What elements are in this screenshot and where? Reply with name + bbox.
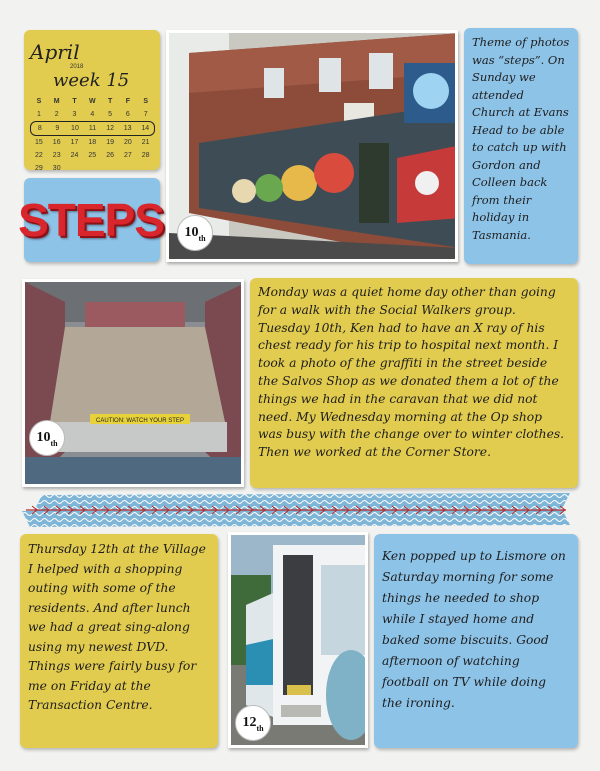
decorative-ribbon	[22, 493, 570, 527]
calendar-day-header: S	[36, 98, 42, 105]
sunday-journal-text: Theme of photos was “steps”. On Sunday we attended Church at Evans Head to be able to catch up with Gordon and Colleen back from their holiday in Tasmania.	[472, 35, 570, 242]
thursday-journal-text: Thursday 12th at the Village I helped with a shopping outing with some of the residents. And after lunch we had a great sing-along using my newest DVD. Things were fairly busy for me on Friday at the Transaction Centre.	[28, 542, 206, 712]
calendar-day-header: T	[72, 98, 77, 105]
calendar-day: 10	[71, 125, 79, 132]
calendar-year: 2018	[70, 64, 84, 70]
calendar-day: 24	[70, 152, 79, 159]
saturday-journal-text: Ken popped up to Lismore on Saturday morning for some things he needed to shop while I stayed home and baked some biscuits. Good afternoon of watching football on TV while doing the ironing.	[382, 549, 566, 710]
calendar-day-header: S	[143, 98, 149, 105]
photo-date-badge: 12 $_{th}$	[235, 705, 271, 741]
calendar-day-header: T	[107, 98, 113, 105]
calendar-week-row	[30, 136, 155, 149]
calendar-day: 17	[70, 139, 79, 146]
photo-date-badge: 10 $_{th}$	[177, 215, 213, 251]
calendar-day: 30	[52, 165, 61, 172]
caution-sign-text: CAUTION: WATCH YOUR STEP	[96, 418, 184, 424]
calendar-day: 3	[72, 111, 77, 118]
calendar-week-row	[30, 162, 155, 175]
calendar-grid	[30, 95, 155, 175]
calendar-day: 20	[123, 139, 132, 146]
calendar-day: 12	[106, 125, 114, 132]
calendar-day: 26	[106, 152, 114, 159]
calendar-day: 1	[36, 111, 41, 118]
calendar-day: 18	[88, 139, 97, 146]
calendar-day: 19	[106, 139, 114, 146]
calendar-week-row	[30, 149, 155, 162]
calendar-day: 14	[141, 125, 150, 132]
calendar-day: 15	[35, 139, 43, 146]
photo-date-badge: 10 $_{th}$	[29, 420, 65, 456]
calendar-day: 13	[123, 125, 132, 132]
calendar-day: 9	[55, 125, 60, 132]
bus-step-photo	[228, 532, 368, 748]
calendar-day: 25	[88, 152, 97, 159]
calendar-day: 29	[35, 165, 43, 172]
sunday-journal-card	[464, 28, 578, 264]
calendar-day: 2	[54, 111, 59, 118]
calendar-day: 22	[35, 152, 43, 159]
weekday-journal-card	[250, 278, 578, 488]
calendar-day: 21	[141, 139, 150, 146]
calendar-day-header: M	[53, 98, 60, 105]
calendar-day-header: W	[88, 98, 96, 105]
elevator-step-photo	[22, 279, 244, 487]
calendar-week-row	[30, 108, 155, 121]
calendar-day: 7	[143, 111, 148, 118]
calendar-month: April	[30, 40, 80, 64]
calendar-day: 6	[125, 111, 130, 118]
elevator-image	[25, 282, 244, 487]
thursday-journal-card	[20, 534, 218, 748]
page-title: STEPS	[18, 194, 164, 246]
calendar-week: week 15	[53, 70, 130, 91]
calendar-day: 11	[88, 125, 97, 132]
calendar-day: 8	[37, 125, 42, 132]
weekday-journal-text: Monday was a quiet home day other than going for a walk with the Social Walkers group. Tuesday 10th, Ken had to have an X ray of his chest ready for his trip to hospital next month. I took a photo of the graffiti in the street beside the Salvos Shop as we donated them a lot of the things we had in the caravan that we did not need. My Wednesday morning at the Op shop was busy with the change over to winter clothes. Then we worked at the Corner Store.	[258, 285, 565, 460]
calendar-week-highlighted	[30, 121, 155, 136]
calendar-day: 23	[52, 152, 61, 159]
calendar-day: 16	[52, 139, 61, 146]
calendar-day: 4	[90, 111, 95, 118]
graffiti-street-photo	[166, 30, 458, 262]
saturday-journal-card	[374, 534, 578, 748]
calendar-day-headers	[30, 95, 155, 108]
calendar-day: 5	[108, 111, 113, 118]
calendar-day: 27	[123, 152, 132, 159]
calendar-day: 28	[141, 152, 150, 159]
calendar-day-header: F	[125, 98, 131, 105]
